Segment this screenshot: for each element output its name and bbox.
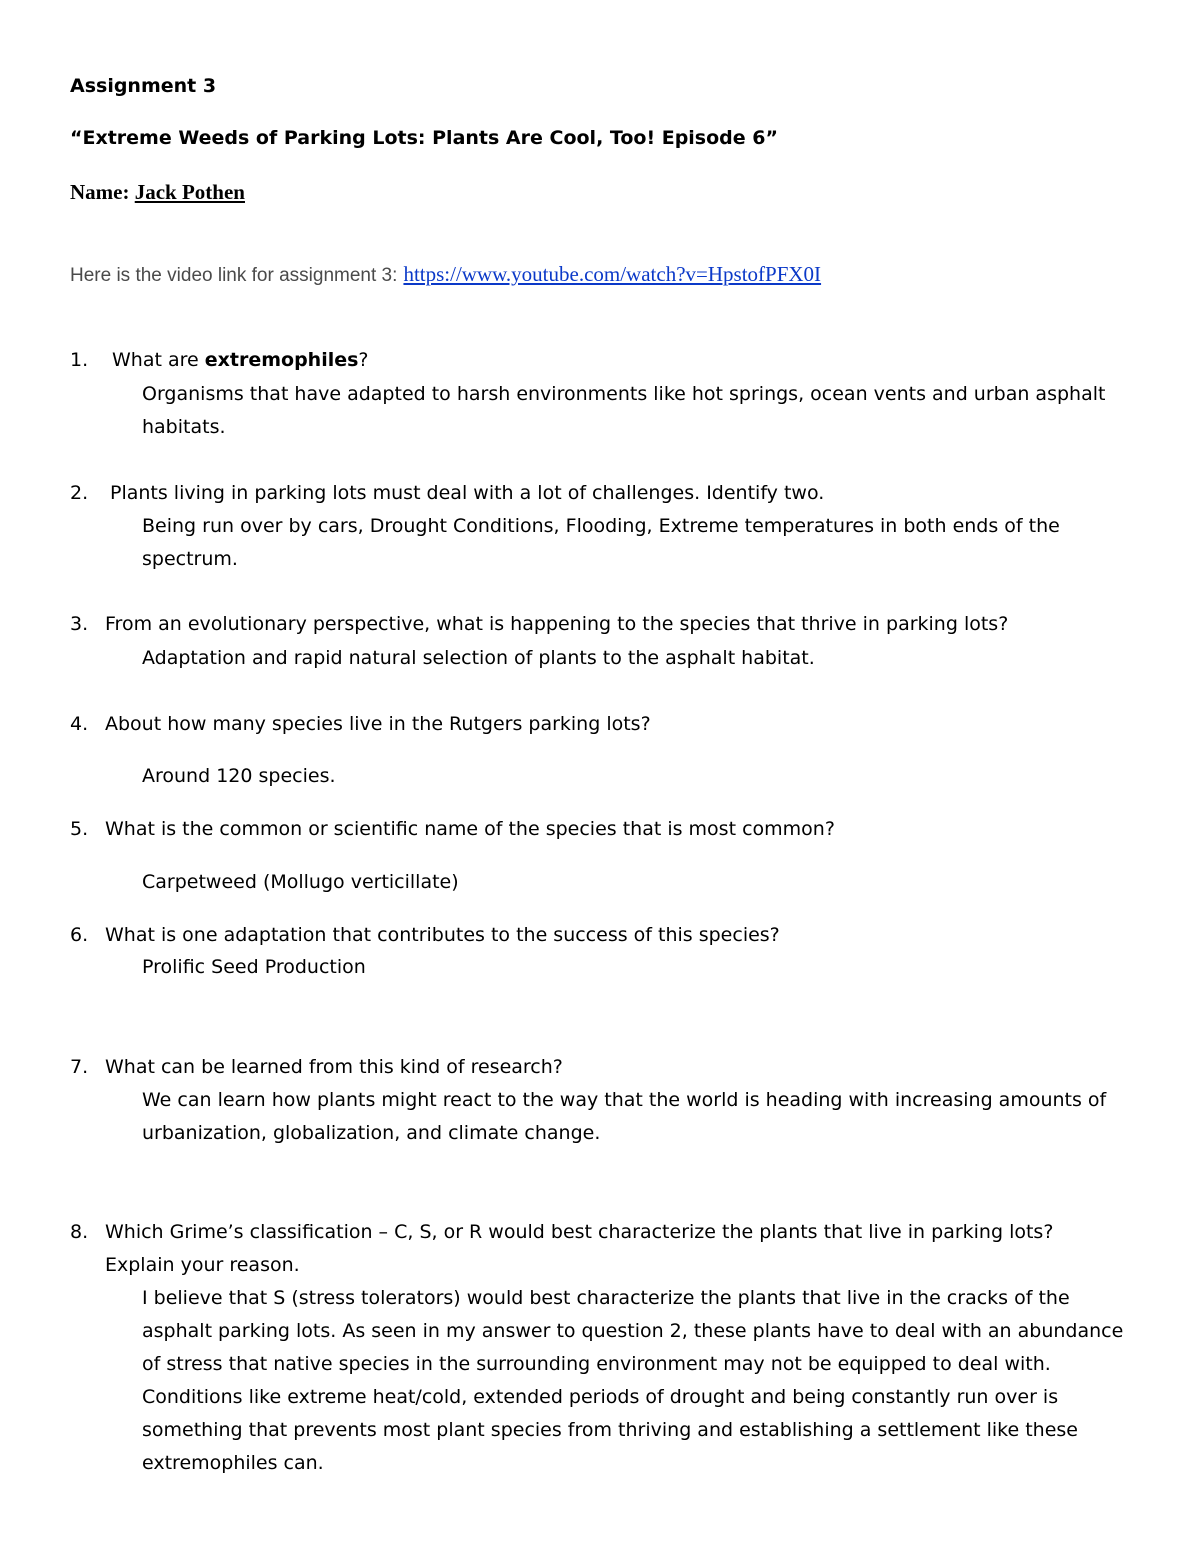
assignment-heading: Assignment 3 [70,75,217,97]
question-text: Which Grime’s classification – C, S, or R would best characterize the plants that live in parking lots? [105,1221,1054,1243]
question-text: What is one adaptation that contributes to the success of this species? [105,924,780,946]
question-5 [70,817,835,841]
answer-line: extremophiles can. [142,1452,324,1474]
question-number: 5. [70,818,89,840]
question-6 [70,923,780,947]
answer-line: something that prevents most plant species from thriving and establishing a settlement like these [142,1419,1079,1441]
answer-line: We can learn how plants might react to the way that the world is heading with increasing amounts of [142,1089,1107,1111]
question-text-continued: Explain your reason. [105,1254,300,1276]
question-number: 6. [70,924,89,946]
question-number: 1. [70,349,89,371]
answer-line: habitats. [142,416,226,438]
question-number: 2. [70,482,89,504]
question-number: 4. [70,713,89,735]
question-1 [70,348,369,372]
video-row [70,262,821,288]
question-text: From an evolutionary perspective, what is happening to the species that thrive in parking lots? [105,613,1009,635]
question-text: What is the common or scientific name of the species that is most common? [105,818,835,840]
answer-line: Being run over by cars, Drought Conditions, Flooding, Extreme temperatures in both ends of the [142,515,1060,537]
question-number: 7. [70,1056,89,1078]
question-3 [70,612,1008,636]
video-link[interactable]: https://www.youtube.com/watch?v=HpstofPFX0I [403,262,822,286]
question-text: About how many species live in the Rutgers parking lots? [105,713,651,735]
answer-line: of stress that native species in the surrounding environment may not be equipped to deal with. [142,1353,1051,1375]
question-text: What can be learned from this kind of research? [105,1056,563,1078]
student-name: Jack Pothen [134,180,245,204]
answer-line: asphalt parking lots. As seen in my answer to question 2, these plants have to deal with an abundance [142,1320,1124,1342]
question-number: 3. [70,613,89,635]
assignment-title: “Extreme Weeds of Parking Lots: Plants Are Cool, Too! Episode 6” [70,127,778,149]
question-8 [70,1220,1053,1244]
name-label: Name: [70,180,130,204]
answer-line: I believe that S (stress tolerators) would best characterize the plants that live in the cracks of the [142,1287,1070,1309]
answer-line: spectrum. [142,548,238,570]
question-2 [70,481,824,505]
question-text: Plants living in parking lots must deal with a lot of challenges. Identify two. [110,482,825,504]
video-intro: Here is the video link for assignment 3: [70,265,398,286]
answer-line: urbanization, globalization, and climate change. [142,1122,601,1144]
question-7 [70,1055,563,1079]
answer-line: Organisms that have adapted to harsh environments like hot springs, ocean vents and urban asphalt [142,383,1106,405]
answer-line: Around 120 species. [142,765,336,787]
keyword-extremophiles: extremophiles [204,349,359,371]
question-text: What are extremophiles? [112,349,369,371]
question-4 [70,712,651,736]
answer-line: Carpetweed (Mollugo verticillate) [142,871,459,893]
answer-line: Prolific Seed Production [142,956,366,978]
name-row [70,180,245,204]
question-number: 8. [70,1221,89,1243]
answer-line: Adaptation and rapid natural selection of plants to the asphalt habitat. [142,647,815,669]
answer-line: Conditions like extreme heat/cold, extended periods of drought and being constantly run over is [142,1386,1059,1408]
